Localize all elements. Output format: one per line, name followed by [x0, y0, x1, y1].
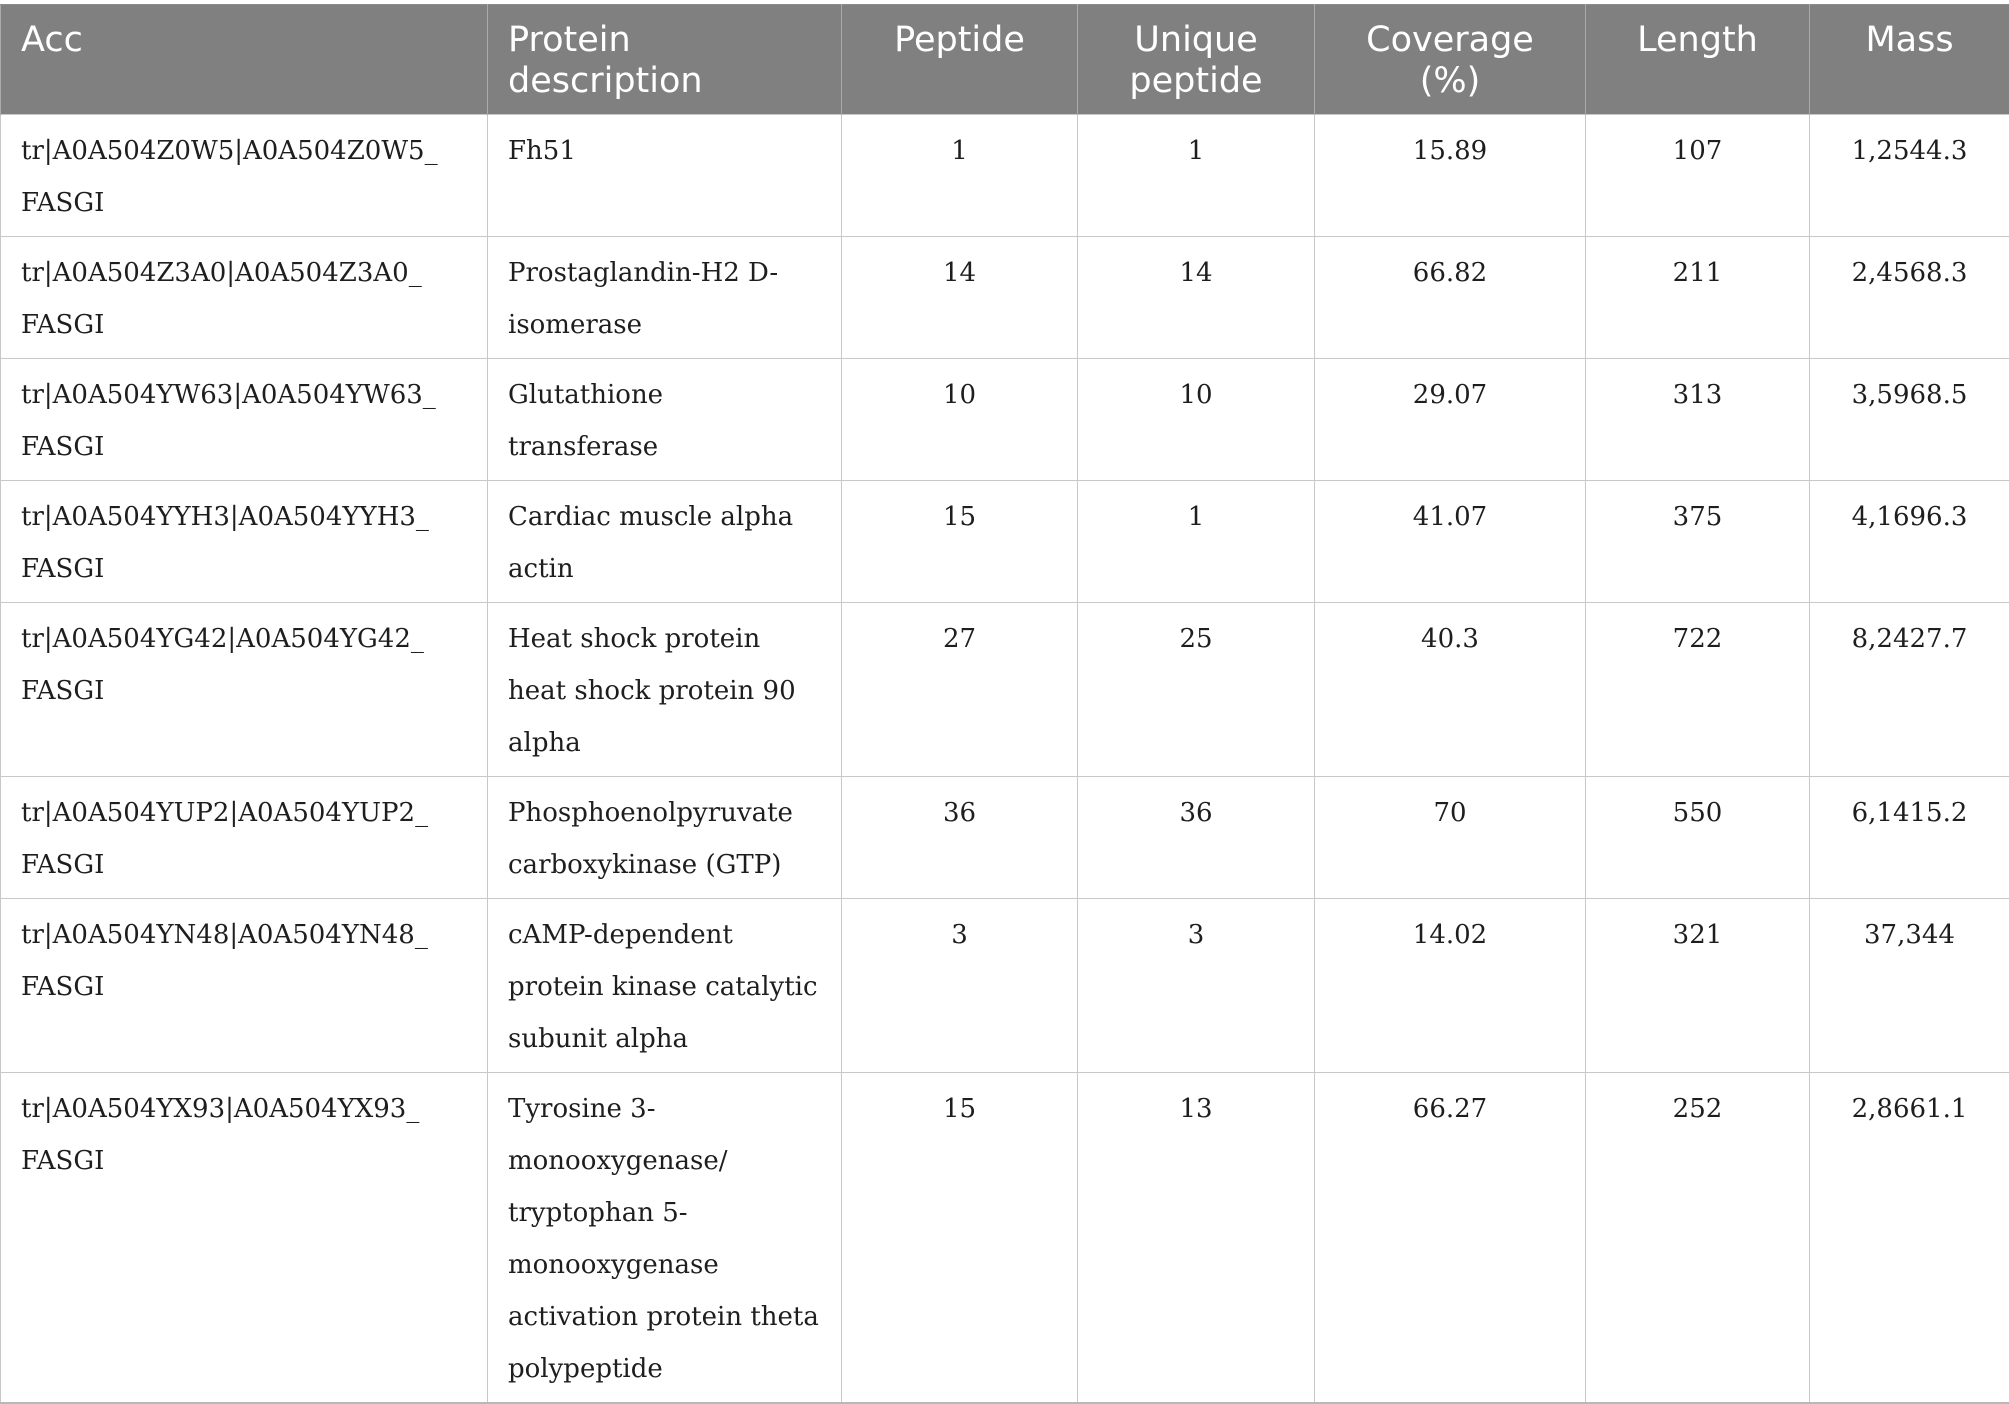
table-row	[1, 603, 2009, 777]
table-header	[1, 5, 2009, 115]
table-row	[1, 1073, 2009, 1404]
cell-peptide: 10	[842, 359, 1078, 481]
cell-acc: tr|A0A504YN48|A0A504YN48_FASGI	[1, 899, 488, 1073]
cell-peptide: 15	[842, 1073, 1078, 1404]
header-unique-peptide: Unique peptide	[1078, 5, 1315, 115]
cell-peptide: 36	[842, 777, 1078, 899]
cell-mass: 8,2427.7	[1810, 603, 2009, 777]
cell-mass: 37,344	[1810, 899, 2009, 1073]
cell-acc: tr|A0A504YYH3|A0A504YYH3_FASGI	[1, 481, 488, 603]
cell-unique-peptide: 13	[1078, 1073, 1315, 1404]
cell-unique-peptide: 36	[1078, 777, 1315, 899]
cell-peptide: 27	[842, 603, 1078, 777]
header-protein-description: Protein description	[488, 5, 842, 115]
cell-mass: 1,2544.3	[1810, 115, 2009, 237]
cell-length: 375	[1586, 481, 1810, 603]
cell-length: 313	[1586, 359, 1810, 481]
cell-mass: 2,8661.1	[1810, 1073, 2009, 1404]
cell-coverage: 14.02	[1315, 899, 1586, 1073]
header-length: Length	[1586, 5, 1810, 115]
cell-length: 722	[1586, 603, 1810, 777]
cell-coverage: 29.07	[1315, 359, 1586, 481]
header-mass: Mass	[1810, 5, 2009, 115]
cell-description: Cardiac muscle alpha actin	[488, 481, 842, 603]
cell-acc: tr|A0A504Z3A0|A0A504Z3A0_FASGI	[1, 237, 488, 359]
cell-unique-peptide: 25	[1078, 603, 1315, 777]
cell-mass: 3,5968.5	[1810, 359, 2009, 481]
header-coverage: Coverage (%)	[1315, 5, 1586, 115]
cell-length: 252	[1586, 1073, 1810, 1404]
cell-acc: tr|A0A504Z0W5|A0A504Z0W5_FASGI	[1, 115, 488, 237]
table-row	[1, 115, 2009, 237]
cell-description: Heat shock protein heat shock protein 90 alpha	[488, 603, 842, 777]
cell-description: Phosphoenolpyruvate carboxykinase (GTP)	[488, 777, 842, 899]
cell-description: cAMP-dependent protein kinase catalytic subunit alpha	[488, 899, 842, 1073]
cell-coverage: 66.82	[1315, 237, 1586, 359]
cell-description: Fh51	[488, 115, 842, 237]
cell-peptide: 15	[842, 481, 1078, 603]
cell-coverage: 41.07	[1315, 481, 1586, 603]
table-row	[1, 777, 2009, 899]
cell-description: Glutathione transferase	[488, 359, 842, 481]
cell-mass: 4,1696.3	[1810, 481, 2009, 603]
cell-peptide: 3	[842, 899, 1078, 1073]
cell-length: 211	[1586, 237, 1810, 359]
table-row	[1, 481, 2009, 603]
table-row	[1, 237, 2009, 359]
cell-length: 107	[1586, 115, 1810, 237]
cell-mass: 2,4568.3	[1810, 237, 2009, 359]
cell-unique-peptide: 10	[1078, 359, 1315, 481]
cell-length: 321	[1586, 899, 1810, 1073]
cell-peptide: 1	[842, 115, 1078, 237]
cell-acc: tr|A0A504YW63|A0A504YW63_FASGI	[1, 359, 488, 481]
cell-coverage: 70	[1315, 777, 1586, 899]
cell-unique-peptide: 3	[1078, 899, 1315, 1073]
cell-unique-peptide: 1	[1078, 115, 1315, 237]
cell-acc: tr|A0A504YX93|A0A504YX93_FASGI	[1, 1073, 488, 1404]
cell-acc: tr|A0A504YG42|A0A504YG42_FASGI	[1, 603, 488, 777]
cell-unique-peptide: 1	[1078, 481, 1315, 603]
cell-coverage: 66.27	[1315, 1073, 1586, 1404]
cell-length: 550	[1586, 777, 1810, 899]
cell-coverage: 15.89	[1315, 115, 1586, 237]
cell-coverage: 40.3	[1315, 603, 1586, 777]
cell-mass: 6,1415.2	[1810, 777, 2009, 899]
table-body	[1, 115, 2009, 1404]
cell-description: Tyrosine 3-monooxygenase/tryptophan 5-monooxygenase activation protein theta polypeptide	[488, 1073, 842, 1404]
header-acc: Acc	[1, 5, 488, 115]
cell-acc: tr|A0A504YUP2|A0A504YUP2_FASGI	[1, 777, 488, 899]
header-row	[1, 5, 2009, 115]
table-row	[1, 899, 2009, 1073]
cell-unique-peptide: 14	[1078, 237, 1315, 359]
cell-description: Prostaglandin-H2 D-isomerase	[488, 237, 842, 359]
protein-table	[0, 4, 2009, 1404]
header-peptide: Peptide	[842, 5, 1078, 115]
cell-peptide: 14	[842, 237, 1078, 359]
table-row	[1, 359, 2009, 481]
